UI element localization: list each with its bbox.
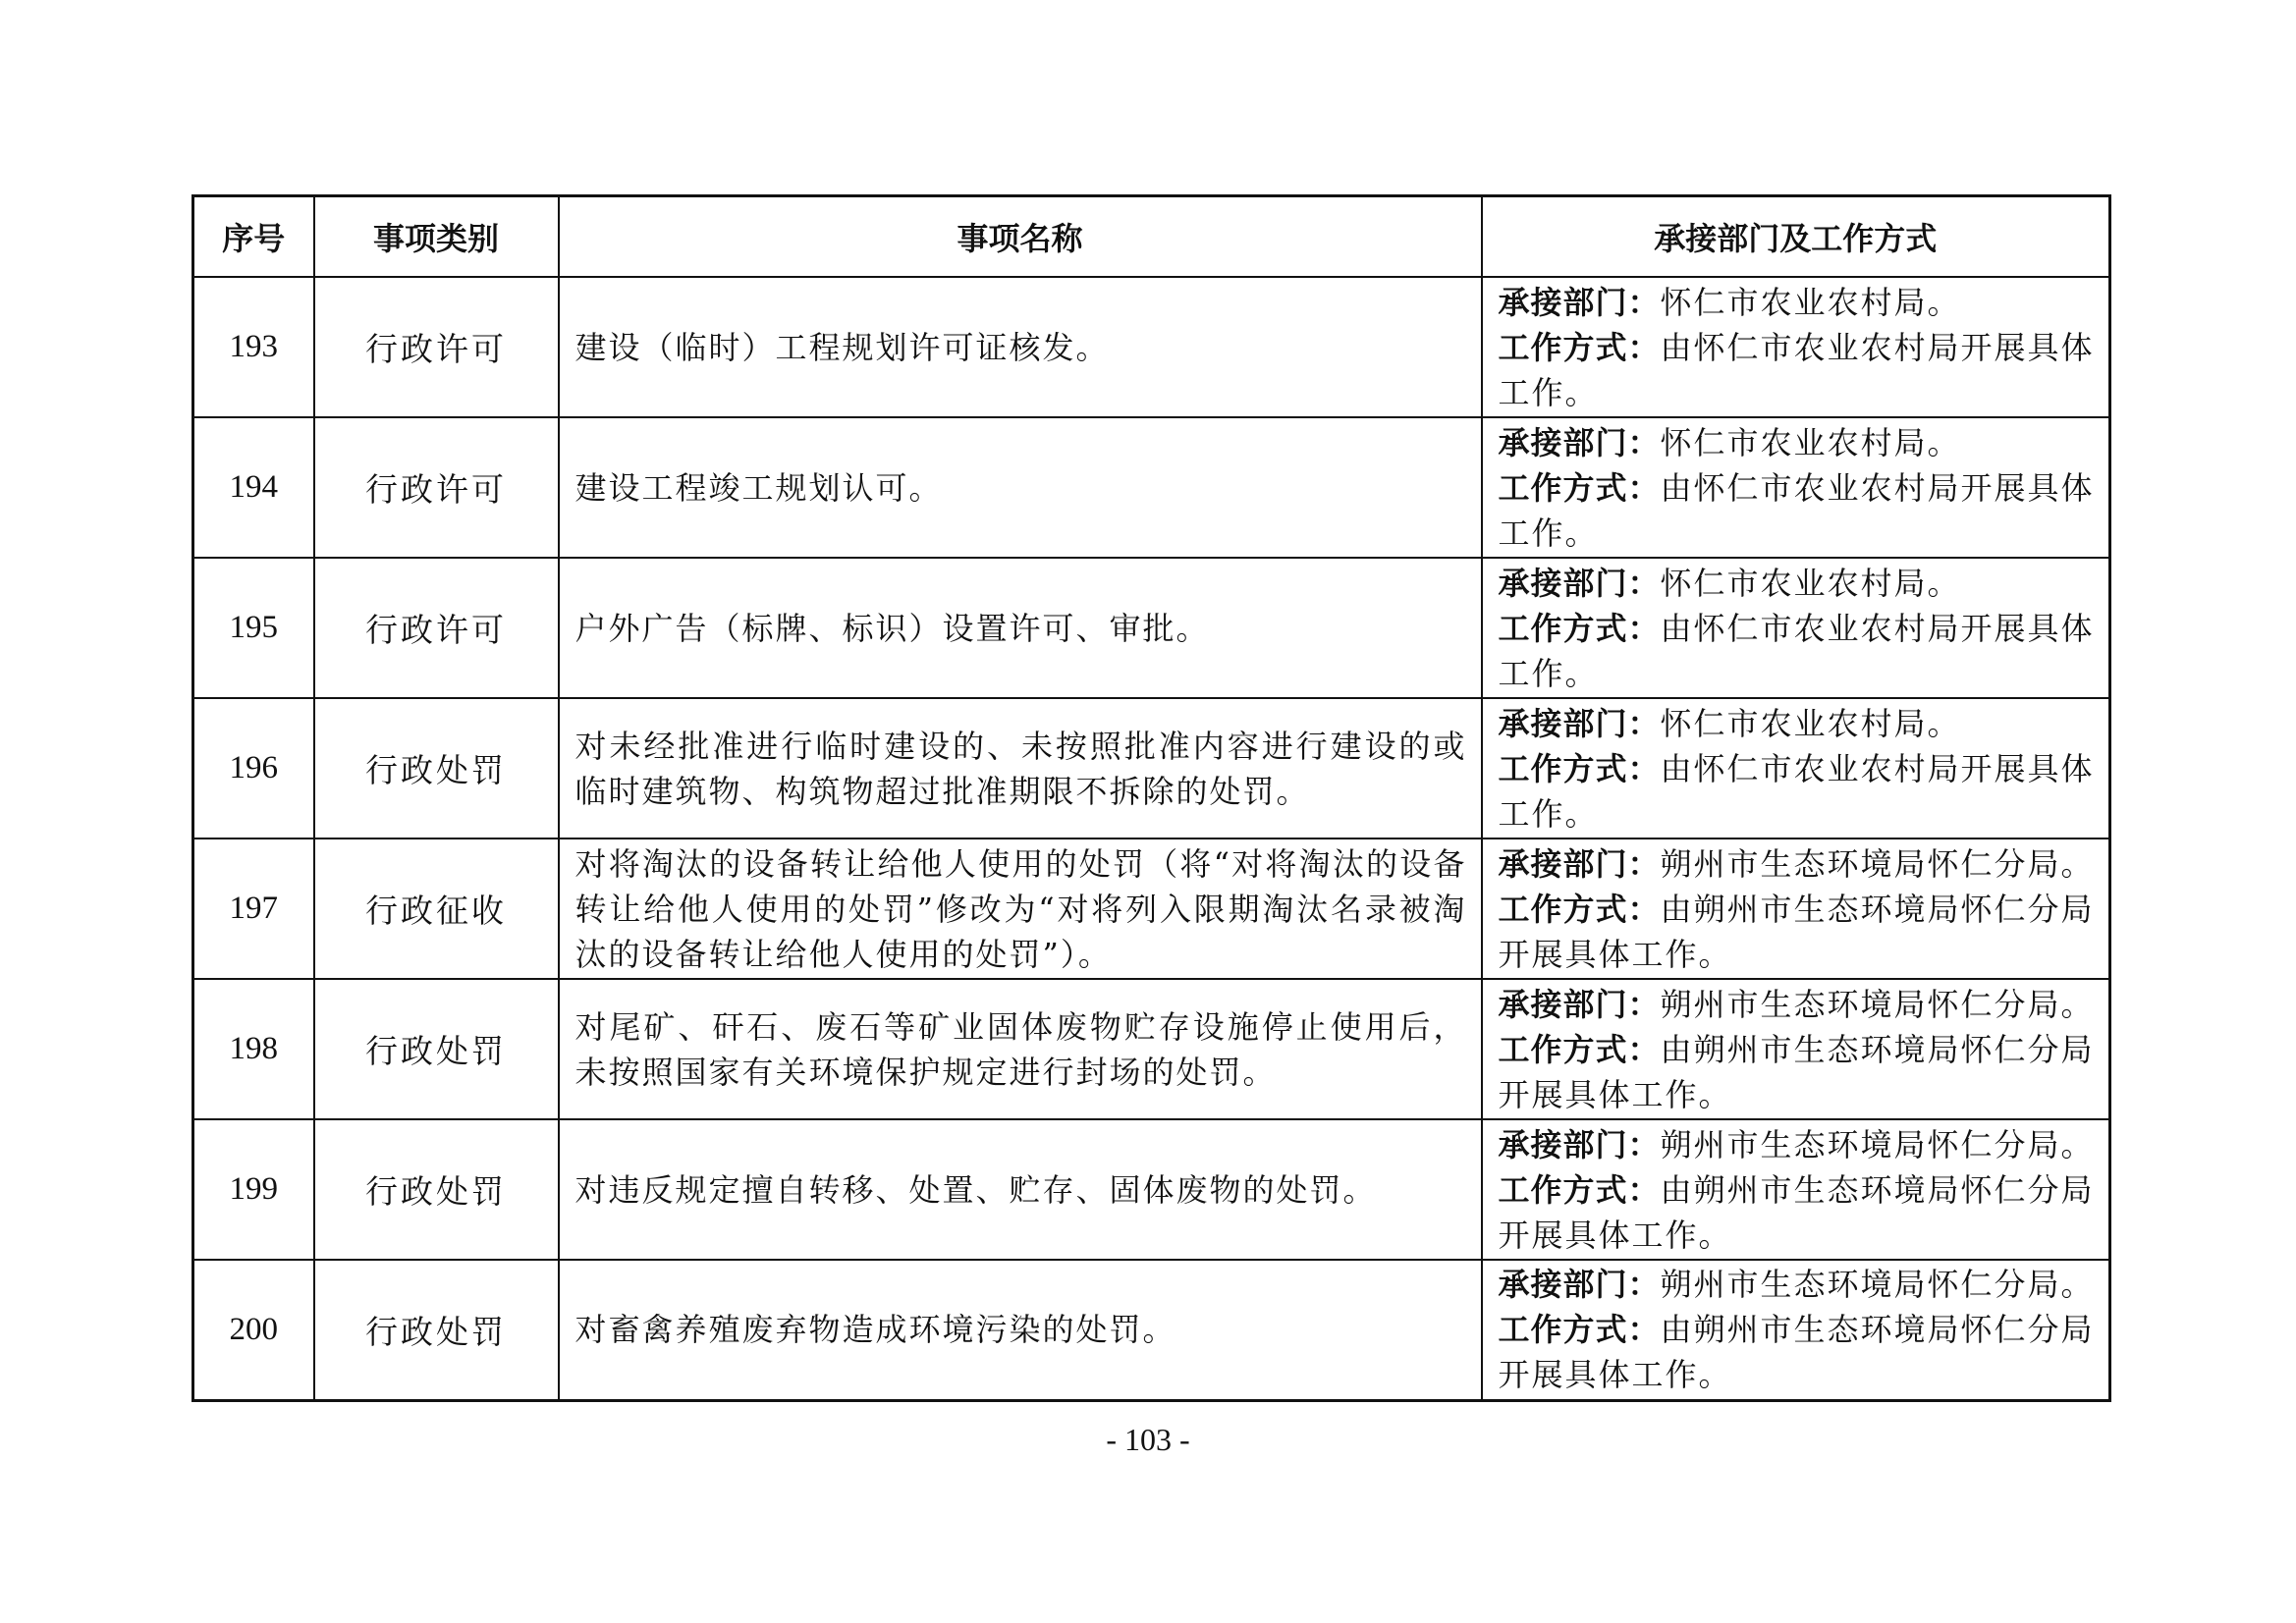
row-name: 对违反规定擅自转移、处置、贮存、固体废物的处罚。 xyxy=(559,1119,1482,1260)
row-name: 对未经批准进行临时建设的、未按照批准内容进行建设的或临时建筑物、构筑物超过批准期限不拆除的处罚。 xyxy=(559,698,1482,839)
row-no: 199 xyxy=(193,1119,314,1260)
method-label: 工作方式： xyxy=(1498,468,1661,507)
row-dept xyxy=(1482,277,2110,417)
method-label: 工作方式： xyxy=(1498,609,1661,647)
table-row xyxy=(193,698,2110,839)
method-label: 工作方式： xyxy=(1498,749,1661,787)
header-category: 事项类别 xyxy=(314,196,559,278)
header-dept: 承接部门及工作方式 xyxy=(1482,196,2110,278)
row-name: 对尾矿、矸石、废石等矿业固体废物贮存设施停止使用后，未按照国家有关环境保护规定进行封场的处罚。 xyxy=(559,979,1482,1119)
dept-value: 朔州市生态环境局怀仁分局。 xyxy=(1660,985,2095,1023)
row-name: 对畜禽养殖废弃物造成环境污染的处罚。 xyxy=(559,1260,1482,1400)
dept-value: 怀仁市农业农村局。 xyxy=(1660,423,1961,461)
dept-value: 朔州市生态环境局怀仁分局。 xyxy=(1660,1266,2095,1304)
dept-label: 承接部门： xyxy=(1498,1266,1661,1304)
row-category: 行政征收 xyxy=(314,839,559,979)
row-no: 197 xyxy=(193,839,314,979)
row-no: 198 xyxy=(193,979,314,1119)
method-label: 工作方式： xyxy=(1498,328,1661,366)
row-dept xyxy=(1482,558,2110,698)
method-value: 由怀仁市农业农村局开展具体工作。 xyxy=(1498,468,2095,552)
table-row xyxy=(193,277,2110,417)
dept-label: 承接部门： xyxy=(1498,844,1661,883)
method-label: 工作方式： xyxy=(1498,1170,1661,1209)
method-label: 工作方式： xyxy=(1498,1030,1661,1068)
method-value: 由朔州市生态环境局怀仁分局开展具体工作。 xyxy=(1498,890,2095,973)
dept-label: 承接部门： xyxy=(1498,1125,1661,1163)
dept-label: 承接部门： xyxy=(1498,704,1661,742)
row-dept xyxy=(1482,417,2110,558)
method-value: 由怀仁市农业农村局开展具体工作。 xyxy=(1498,749,2095,833)
row-no: 193 xyxy=(193,277,314,417)
header-name: 事项名称 xyxy=(559,196,1482,278)
dept-value: 怀仁市农业农村局。 xyxy=(1660,564,1961,602)
table-row xyxy=(193,1119,2110,1260)
table-row xyxy=(193,558,2110,698)
row-dept xyxy=(1482,1260,2110,1400)
header-no: 序号 xyxy=(193,196,314,278)
table-row xyxy=(193,417,2110,558)
row-name: 户外广告（标牌、标识）设置许可、审批。 xyxy=(559,558,1482,698)
method-label: 工作方式： xyxy=(1498,890,1661,928)
row-category: 行政处罚 xyxy=(314,698,559,839)
method-value: 由朔州市生态环境局怀仁分局开展具体工作。 xyxy=(1498,1030,2095,1113)
row-name: 建设工程竣工规划认可。 xyxy=(559,417,1482,558)
row-category: 行政许可 xyxy=(314,277,559,417)
method-label: 工作方式： xyxy=(1498,1311,1661,1349)
row-category: 行政处罚 xyxy=(314,1119,559,1260)
dept-label: 承接部门： xyxy=(1498,985,1661,1023)
dept-label: 承接部门： xyxy=(1498,423,1661,461)
row-no: 194 xyxy=(193,417,314,558)
row-dept xyxy=(1482,839,2110,979)
matters-table xyxy=(191,194,2111,1402)
row-category: 行政许可 xyxy=(314,558,559,698)
row-dept xyxy=(1482,1119,2110,1260)
dept-value: 朔州市生态环境局怀仁分局。 xyxy=(1660,1125,2095,1163)
table-header-row xyxy=(193,196,2110,278)
row-category: 行政处罚 xyxy=(314,979,559,1119)
method-value: 由怀仁市农业农村局开展具体工作。 xyxy=(1498,328,2095,411)
row-no: 200 xyxy=(193,1260,314,1400)
method-value: 由怀仁市农业农村局开展具体工作。 xyxy=(1498,609,2095,692)
method-value: 由朔州市生态环境局怀仁分局开展具体工作。 xyxy=(1498,1311,2095,1394)
table-row xyxy=(193,1260,2110,1400)
row-category: 行政处罚 xyxy=(314,1260,559,1400)
row-category: 行政许可 xyxy=(314,417,559,558)
row-name: 建设（临时）工程规划许可证核发。 xyxy=(559,277,1482,417)
table-row xyxy=(193,839,2110,979)
row-name: 对将淘汰的设备转让给他人使用的处罚（将“对将淘汰的设备转让给他人使用的处罚”修改为“对将列入限期淘汰名录被淘汰的设备转让给他人使用的处罚”）。 xyxy=(559,839,1482,979)
dept-value: 朔州市生态环境局怀仁分局。 xyxy=(1660,844,2095,883)
dept-label: 承接部门： xyxy=(1498,564,1661,602)
table-row xyxy=(193,979,2110,1119)
dept-label: 承接部门： xyxy=(1498,283,1661,321)
page-number: - 103 - xyxy=(1106,1422,1190,1457)
row-no: 196 xyxy=(193,698,314,839)
dept-value: 怀仁市农业农村局。 xyxy=(1660,283,1961,321)
dept-value: 怀仁市农业农村局。 xyxy=(1660,704,1961,742)
row-dept xyxy=(1482,698,2110,839)
row-dept xyxy=(1482,979,2110,1119)
method-value: 由朔州市生态环境局怀仁分局开展具体工作。 xyxy=(1498,1170,2095,1254)
row-no: 195 xyxy=(193,558,314,698)
